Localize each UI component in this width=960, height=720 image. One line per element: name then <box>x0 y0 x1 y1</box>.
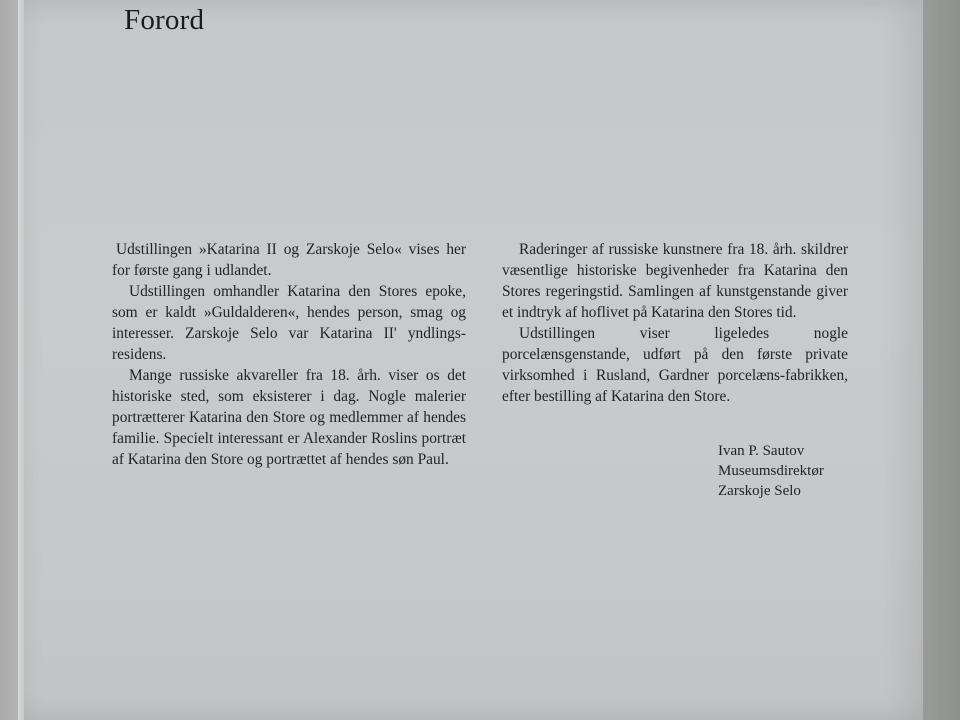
paragraph: Raderinger af russiske kunstnere fra 18. årh. skildrer væsentlige historiske begivenheder fra Katarina den Stores regeringstid. Samlingen af kunstgenstande giver et indtryk af hoflivet på Katarina den Stores tid. <box>502 241 848 321</box>
page-edge <box>18 0 24 720</box>
paragraph: Udstillingen viser ligeledes nogle porcelænsgenstande, udført på den første private virksomhed i Rusland, Gardner porcelæns-fabrikken, efter bestilling af Katarina den Store. <box>502 325 848 405</box>
page-title: Forord <box>124 4 205 36</box>
signature-role: Museumsdirektør <box>718 463 824 479</box>
signature-name: Ivan P. Sautov <box>718 443 805 459</box>
paragraph: Udstillingen »Katarina II og Zarskoje Selo« vises her for første gang i udlandet. <box>112 241 466 279</box>
signature-place: Zarskoje Selo <box>718 483 801 499</box>
right-column <box>502 239 848 407</box>
paragraph: Mange russiske akvareller fra 18. årh. viser os det historiske sted, som eksisterer i dag. Nogle malerier portrætterer Katarina den Store og medlemmer af hendes familie. Specielt interessant er Alexander Roslins portræt af Katarina den Store og portrættet af hendes søn Paul. <box>112 367 466 468</box>
left-column <box>112 239 466 470</box>
signature-block <box>718 441 824 501</box>
paragraph: Udstillingen omhandler Katarina den Stores epoke, som er kaldt »Guldalderen«, hendes person, smag og interesser. Zarskoje Selo var Katarina II' yndlings-residens. <box>112 283 466 363</box>
